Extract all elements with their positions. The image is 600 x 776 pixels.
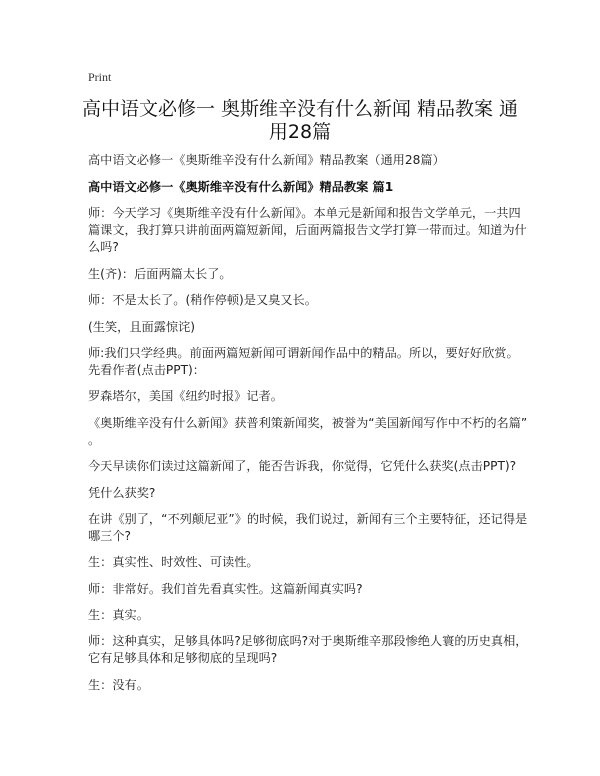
title-line: 用28篇: [268, 121, 332, 143]
paragraph: [88, 388, 528, 405]
paragraph: [88, 485, 528, 502]
paragraph-line: 在讲《别了，“不列颠尼亚”》的时候，我们说过，新闻有三个主要特征，还记得是: [88, 511, 528, 526]
paragraph-line: (生笑，且面露惊诧): [88, 319, 196, 334]
document-body: [88, 152, 528, 703]
paragraph-line: 哪三个?: [88, 528, 132, 543]
paragraph-line: 生：真实性、时效性、可读性。: [88, 555, 259, 570]
paragraph-line: 生(齐)：后面两篇太长了。: [88, 266, 232, 281]
paragraph: [88, 292, 528, 309]
paragraph: [88, 554, 528, 571]
paragraph-line: 。: [88, 432, 101, 447]
print-link[interactable]: Print: [88, 70, 112, 84]
paragraph-line: 凭什么获奖?: [88, 485, 156, 500]
paragraph: [88, 266, 528, 283]
paragraph-line: 师：今天学习《奥斯维辛没有什么新闻》。本单元是新闻和报告文学单元，一共四: [88, 206, 521, 221]
paragraph-line: 先看作者(点击PPT)：: [88, 362, 205, 377]
paragraph: [88, 345, 528, 379]
paragraph: [88, 581, 528, 598]
paragraph: [88, 458, 528, 475]
document-subtitle: 高中语文必修一《奥斯维辛没有什么新闻》精品教案（通用28篇）: [88, 153, 445, 167]
paragraph-line: 师：不是太长了。(稍作停顿)是又臭又长。: [88, 293, 317, 308]
document-title: [80, 98, 520, 144]
paragraph-line: 罗森塔尔，美国《纽约时报》记者。: [88, 389, 283, 404]
paragraph: [88, 633, 528, 667]
paragraph-line: 么吗?: [88, 240, 119, 255]
paragraph: [88, 205, 528, 256]
title-line: 高中语文必修一 奥斯维辛没有什么新闻 精品教案 通: [81, 98, 519, 120]
section-heading: 高中语文必修一《奥斯维辛没有什么新闻》精品教案 篇1: [88, 180, 394, 194]
paragraph-line: 师:我们只学经典。前面两篇短新闻可谓新闻作品中的精品。所以，要好好欣赏。: [88, 345, 519, 360]
paragraph-line: 《奥斯维辛没有什么新闻》获普利策新闻奖，被誉为“美国新闻写作中不朽的名篇”: [88, 415, 528, 430]
paragraph-line: 生：没有。: [88, 677, 149, 692]
paragraph: [88, 677, 528, 694]
paragraph: [88, 415, 528, 449]
paragraph-list: [88, 205, 528, 693]
paragraph-line: 师：非常好。我们首先看真实性。这篇新闻真实吗?: [88, 581, 363, 596]
paragraph-line: 生：真实。: [88, 608, 149, 623]
paragraph-line: 篇课文，我打算只讲前面两篇短新闻，后面两篇报告文学打算一带而过。知道为什: [88, 223, 527, 238]
paragraph-line: 师：这种真实，足够具体吗?足够彻底吗?对于奥斯维辛那段惨绝人寰的历史真相，: [88, 634, 528, 649]
paragraph: [88, 511, 528, 545]
paragraph-line: 它有足够具体和足够彻底的呈现吗?: [88, 651, 278, 666]
paragraph: [88, 319, 528, 336]
paragraph-line: 今天早读你们读过这篇新闻了，能否告诉我，你觉得，它凭什么获奖(点击PPT)?: [88, 459, 517, 474]
paragraph: [88, 607, 528, 624]
